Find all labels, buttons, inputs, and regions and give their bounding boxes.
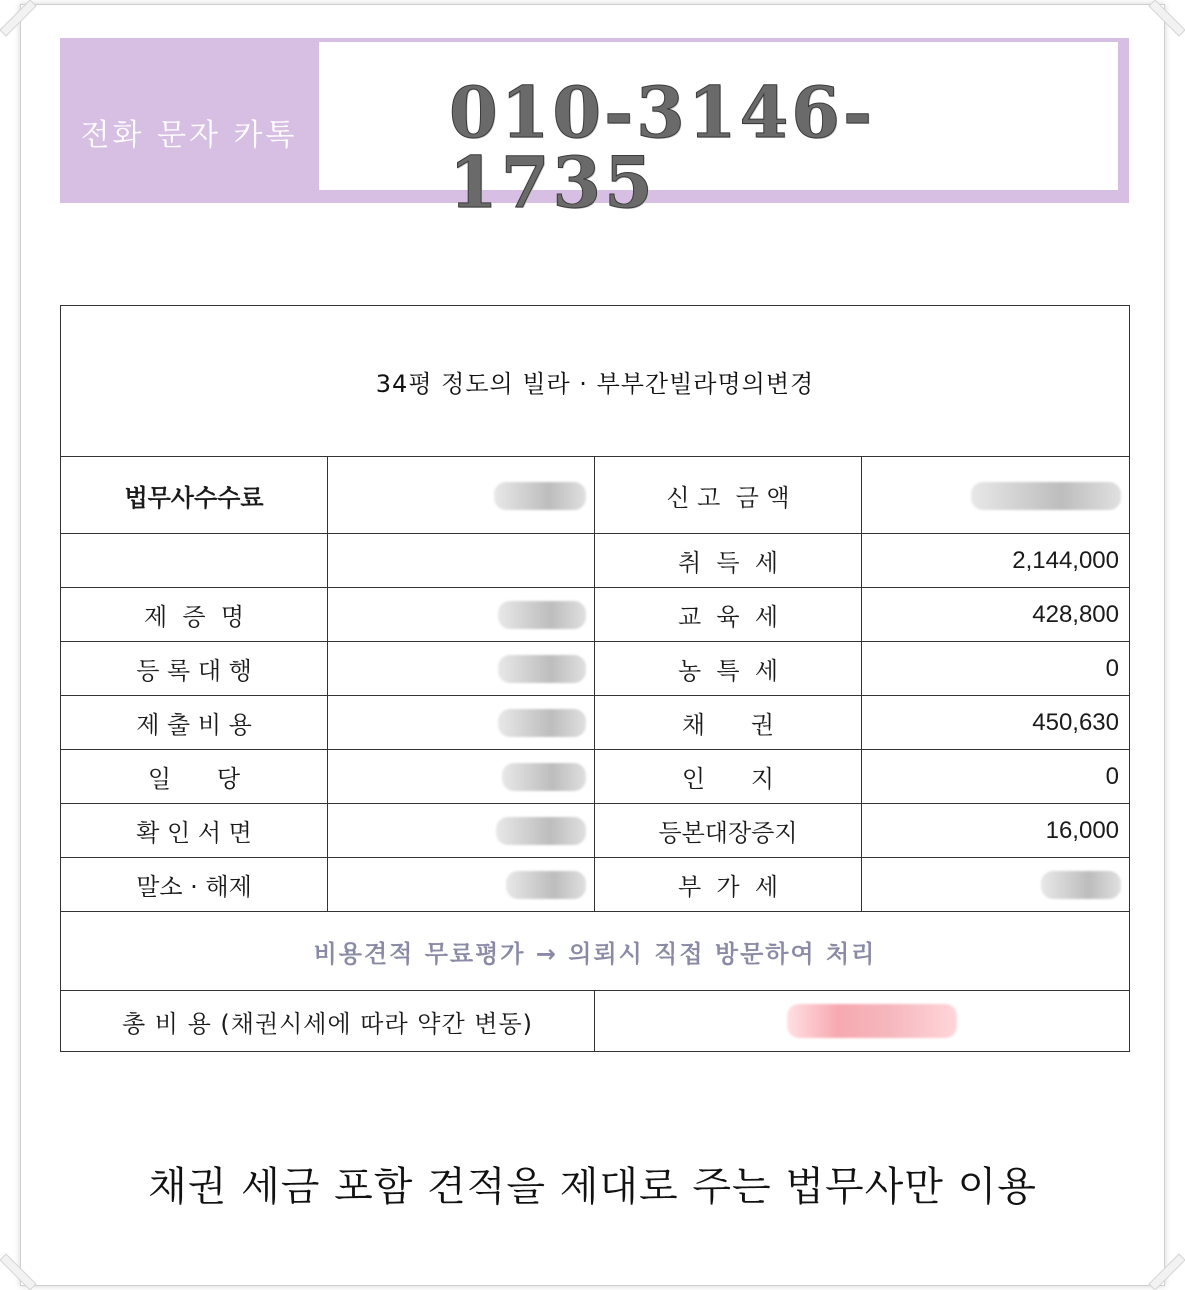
bond-value: 450,630 — [862, 696, 1130, 750]
bond-label: 채 권 — [595, 696, 862, 750]
confirmation-doc-label: 확 인 서 면 — [61, 804, 328, 858]
cancellation-value-redacted — [328, 858, 595, 912]
cancellation-label: 말소 · 해제 — [61, 858, 328, 912]
frame-corner-top-right — [1125, 0, 1185, 60]
education-tax-value: 428,800 — [862, 588, 1130, 642]
rural-tax-label: 농 특 세 — [595, 642, 862, 696]
frame-corner-top-left — [0, 0, 60, 60]
footer-note: 채권 세금 포함 견적을 제대로 주는 법무사만 이용 — [148, 1164, 1037, 1210]
phone-number[interactable]: 010-3146-1735 — [449, 71, 876, 224]
registration-agency-label: 등 록 대 행 — [61, 642, 328, 696]
education-tax-label: 교 육 세 — [595, 588, 862, 642]
declared-amount-redacted — [862, 457, 1130, 534]
empty-value — [328, 534, 595, 588]
total-cost-label: 총 비 용 (채권시세에 따라 약간 변동) — [61, 991, 595, 1052]
registration-agency-value-redacted — [328, 642, 595, 696]
table-row — [61, 696, 1130, 750]
daily-allowance-value-redacted — [328, 750, 595, 804]
estimate-table — [60, 305, 1130, 1052]
table-row — [61, 991, 1130, 1052]
certificates-value-redacted — [328, 588, 595, 642]
acquisition-tax-label: 취 득 세 — [595, 534, 862, 588]
table-row — [61, 642, 1130, 696]
frame-corner-bottom-right — [1125, 1230, 1185, 1290]
vat-label: 부 가 세 — [595, 858, 862, 912]
stamp-value: 0 — [862, 750, 1130, 804]
table-row — [61, 534, 1130, 588]
stamp-label: 인 지 — [595, 750, 862, 804]
table-title: 34평 정도의 빌라 · 부부간빌라명의변경 — [61, 306, 1130, 457]
certificate-stamp-label: 등본대장증지 — [595, 804, 862, 858]
vat-value-redacted — [862, 858, 1130, 912]
table-row — [61, 912, 1130, 991]
fee-label: 법무사수수료 — [61, 457, 328, 534]
table-row — [61, 750, 1130, 804]
table-row — [61, 804, 1130, 858]
confirmation-doc-value-redacted — [328, 804, 595, 858]
total-cost-value-redacted — [595, 991, 1130, 1052]
declared-amount-label: 신 고 금 액 — [595, 457, 862, 534]
table-row — [61, 588, 1130, 642]
certificate-stamp-value: 16,000 — [862, 804, 1130, 858]
submission-cost-value-redacted — [328, 696, 595, 750]
contact-banner — [60, 38, 1129, 224]
table-row — [61, 858, 1130, 912]
frame-corner-bottom-left — [0, 1230, 60, 1290]
promo-text: 비용견적 무료평가 → 의뢰시 직접 방문하여 처리 — [61, 912, 1130, 991]
submission-cost-label: 제 출 비 용 — [61, 696, 328, 750]
daily-allowance-label: 일 당 — [61, 750, 328, 804]
certificates-label: 제 증 명 — [61, 588, 328, 642]
acquisition-tax-value: 2,144,000 — [862, 534, 1130, 588]
contact-methods-label: 전화 문자 카톡 — [80, 118, 298, 153]
rural-tax-value: 0 — [862, 642, 1130, 696]
phone-box — [319, 42, 1118, 224]
fee-value-redacted — [328, 457, 595, 534]
empty-label — [61, 534, 328, 588]
table-row — [61, 457, 1130, 534]
